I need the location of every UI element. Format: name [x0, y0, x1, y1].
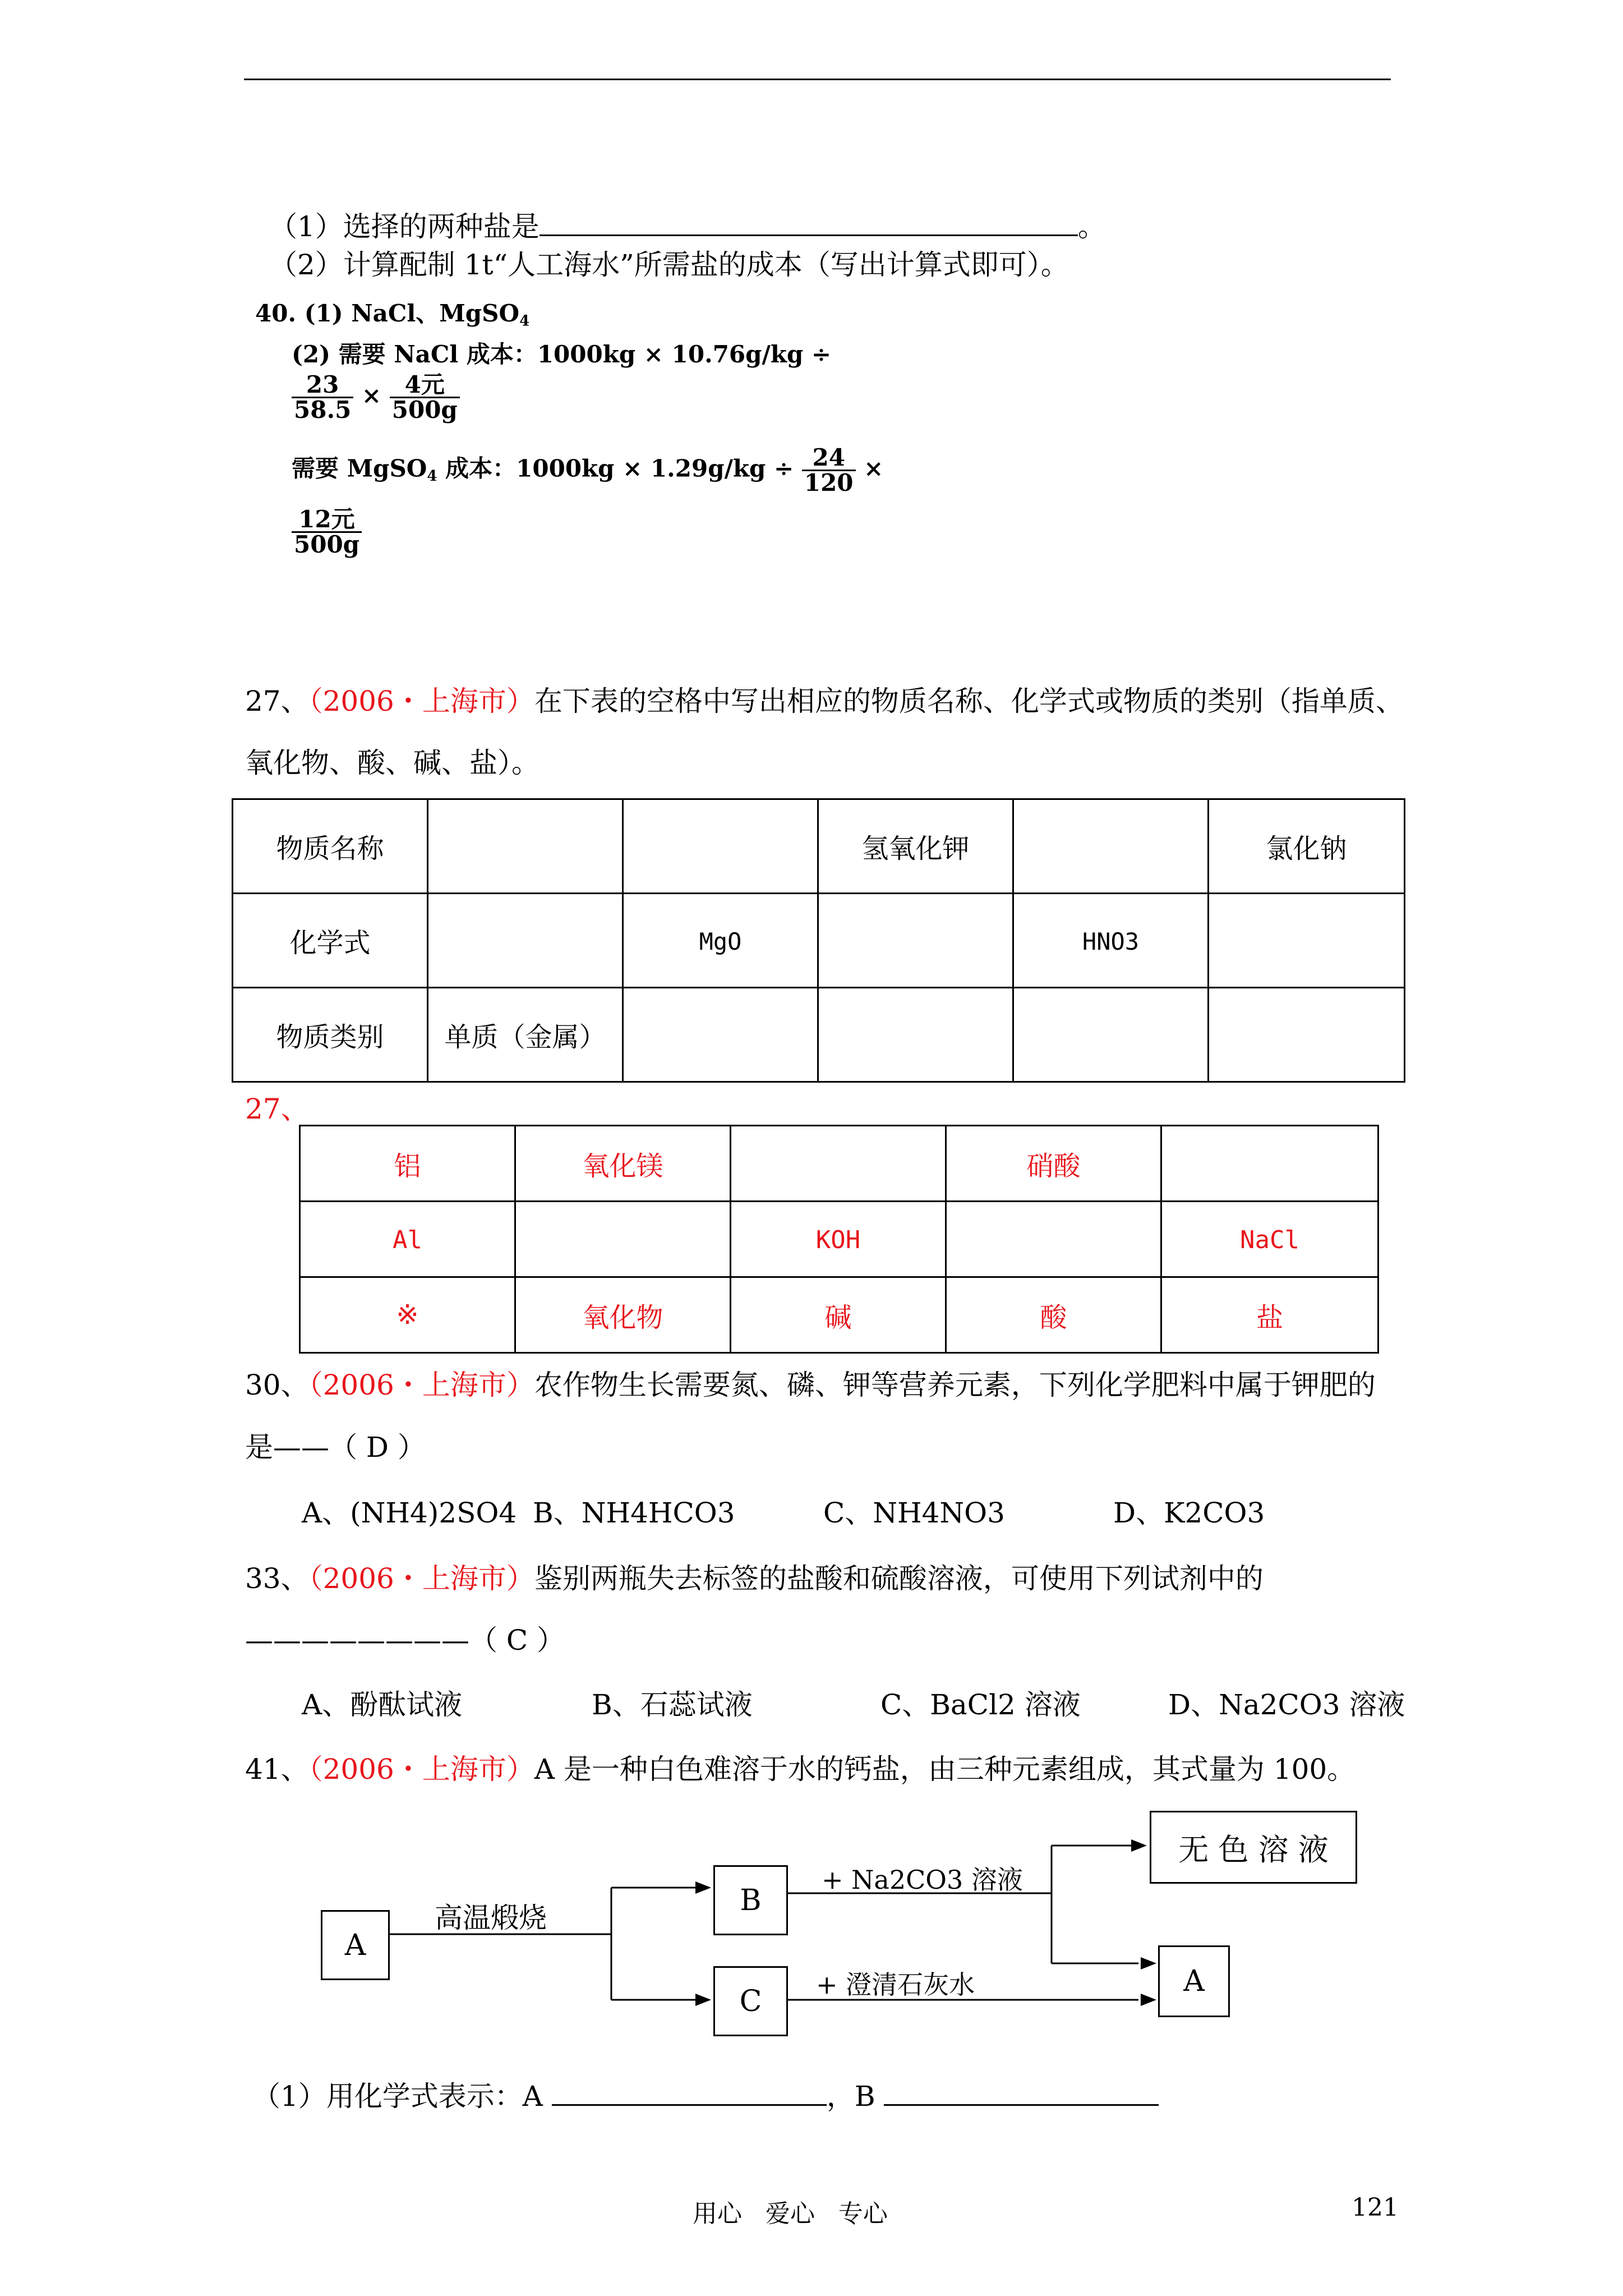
q30-option-c: C、NH4NO3 — [823, 1497, 1005, 1529]
q33-option-a: A、酚酞试液 — [302, 1688, 463, 1721]
table-cell: 氢氧化钾 — [818, 799, 1013, 894]
fraction: $\frac{24}{120}$ — [802, 446, 856, 495]
table-cell: HNO3 — [1013, 894, 1209, 988]
q27-text-line2: 氧化物、酸、碱、盐）。 — [245, 747, 540, 779]
table-cell: 化学式 — [233, 894, 428, 988]
diagram-box-a: A — [321, 1910, 390, 1980]
table-cell: 酸 — [946, 1277, 1161, 1353]
source-tag: （2006・上海市） — [308, 1753, 534, 1786]
source-tag: （2006・上海市） — [308, 685, 534, 717]
table-cell: 铝 — [300, 1126, 515, 1202]
diagram-box-b: B — [713, 1865, 788, 1935]
table-cell: 氯化钠 — [1209, 799, 1405, 894]
q27-text-line1: 27、（2006・上海市）在下表的空格中写出相应的物质名称、化学式或物质的类别（指单质、 — [245, 685, 1404, 717]
diagram-label-na2co3: + Na2CO3 溶液 — [822, 1865, 1023, 1895]
q33-option-b: B、石蕊试液 — [592, 1688, 753, 1721]
table-cell: MgO — [623, 894, 818, 988]
diagram-label-limewater: + 澄清石灰水 — [816, 1970, 975, 2000]
q41-text: 41、（2006・上海市）A 是一种白色难溶于水的钙盐，由三种元素组成，其式量为 100。 — [245, 1753, 1355, 1786]
q30-text-line1: 30、（2006・上海市）农作物生长需要氮、磷、钾等营养元素，下列化学肥料中属于钾肥的 — [245, 1369, 1376, 1401]
diagram-label-calcine: 高温煅烧 — [435, 1902, 547, 1934]
q30-option-b: B、NH4HCO3 — [533, 1497, 735, 1529]
q33-option-c: C、BaCl2 溶液 — [880, 1688, 1081, 1721]
arrowhead — [695, 1881, 711, 1894]
table-cell: 硝酸 — [946, 1126, 1161, 1202]
diagram-box-colorless-solution: 无 色 溶 液 — [1150, 1811, 1357, 1884]
q40-answer-fractions-nacl: $\frac{23}{58.5}$ × $\frac{\text{4元}}{500g}$ — [292, 373, 460, 422]
q40-answer-part1: 40. (1) NaCl、MgSO$_4$ — [255, 300, 530, 330]
fraction: $\frac{\text{4元}}{500g}$ — [390, 373, 460, 422]
table-cell: NaCl — [1161, 1202, 1378, 1277]
q33-option-d: D、Na2CO3 溶液 — [1168, 1688, 1405, 1721]
table-cell: 氧化物 — [515, 1277, 731, 1353]
table-cell: 氧化镁 — [515, 1126, 731, 1202]
table-cell: ※ — [300, 1277, 515, 1353]
q30-option-a: A、(NH4)2SO4 — [302, 1497, 517, 1529]
fraction: $\frac{23}{58.5}$ — [292, 373, 353, 422]
table-cell: 碱 — [731, 1277, 946, 1353]
diagram-box-a-product: A — [1158, 1945, 1230, 2017]
source-tag: （2006・上海市） — [308, 1369, 534, 1401]
answer-blank-b[interactable] — [884, 2077, 1159, 2106]
q27-answer-label: 27、 — [245, 1093, 309, 1125]
q33-text-line2: ————————（ C ） — [245, 1624, 565, 1657]
footer-motto: 用心 爱心 专心 — [693, 2200, 888, 2228]
answer-blank-a[interactable] — [552, 2077, 827, 2106]
arrowhead — [1141, 1957, 1156, 1970]
diagram-box-c: C — [713, 1966, 788, 2036]
table-cell: 物质名称 — [233, 799, 428, 894]
q40-part2: （2）计算配制 1t“人工海水”所需盐的成本（写出计算式即可）。 — [269, 249, 1069, 281]
arrowhead — [695, 1994, 711, 2006]
q40-answer-part2: (2) 需要 NaCl 成本：1000kg × 10.76g/kg ÷ — [292, 341, 832, 368]
table-cell: 物质类别 — [233, 988, 428, 1082]
q40-answer-mgso4: 需要 MgSO$_4$ 成本：1000kg × 1.29g/kg ÷ $\frac{24}{120}$ × — [292, 444, 884, 496]
fraction: $\frac{\text{12元}}{500g}$ — [292, 508, 362, 556]
q41-part1: （1）用化学式表示：A ，B — [252, 2077, 1159, 2114]
table-cell: 盐 — [1161, 1277, 1378, 1353]
table-cell: 单质（金属） — [428, 988, 623, 1082]
arrowhead — [1131, 1839, 1147, 1852]
source-tag: （2006・上海市） — [308, 1562, 534, 1595]
table-cell: Al — [300, 1202, 515, 1277]
q30-option-d: D、K2CO3 — [1113, 1497, 1265, 1529]
q30-text-line2: 是——（ D ） — [245, 1431, 426, 1464]
table-cell: KOH — [731, 1202, 946, 1277]
arrowhead — [1141, 1994, 1156, 2006]
page-number: 121 — [1352, 2193, 1399, 2222]
q33-text-line1: 33、（2006・上海市）鉴别两瓶失去标签的盐酸和硫酸溶液，可使用下列试剂中的 — [245, 1562, 1264, 1595]
q40-part1: （1）选择的两种盐是 。 — [269, 208, 1106, 245]
